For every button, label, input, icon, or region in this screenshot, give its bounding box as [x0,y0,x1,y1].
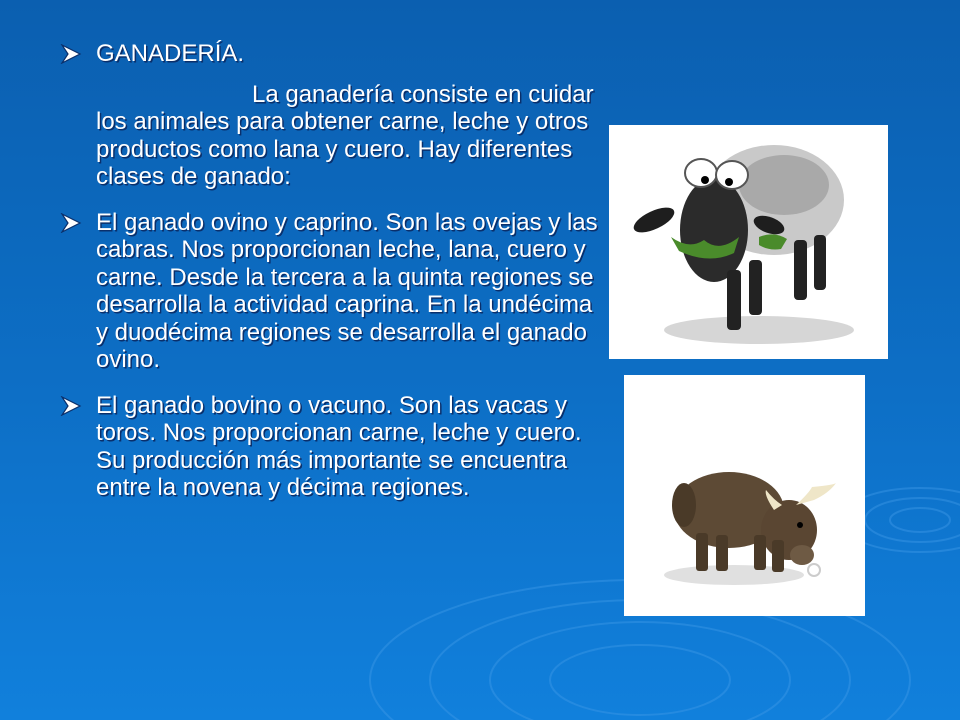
arrow-bullet-icon [60,44,82,64]
bullet-text: El ganado ovino y caprino. Son las ovejas y las cabras. Nos proporcionan leche, lana, cuero y carne. Desde la tercera a la quinta regiones se desarrolla la actividad caprina. En la undécima y duodécima regiones se desarrolla el ganado ovino. [96,208,598,373]
arrow-bullet-icon [60,396,82,416]
slide-body [60,40,600,520]
bullet-ganado-bovino [60,392,600,502]
sheep-image [609,125,888,359]
bullet-text: El ganado bovino o vacuno. Son las vacas y toros. Nos proporcionan carne, leche y cuero. Su producción más importante se encuentra entre la novena y décima regiones. [96,391,582,501]
bullet-ganado-ovino [60,209,600,374]
arrow-bullet-icon [60,213,82,233]
bullet-ganaderia [60,40,600,191]
bull-image [624,375,865,616]
intro-paragraph: La ganadería consiste en cuidar los animales para obtener carne, leche y otros productos como lana y cuero. Hay diferentes clases de ganado: [96,80,594,190]
section-heading: GANADERÍA. [96,40,245,67]
